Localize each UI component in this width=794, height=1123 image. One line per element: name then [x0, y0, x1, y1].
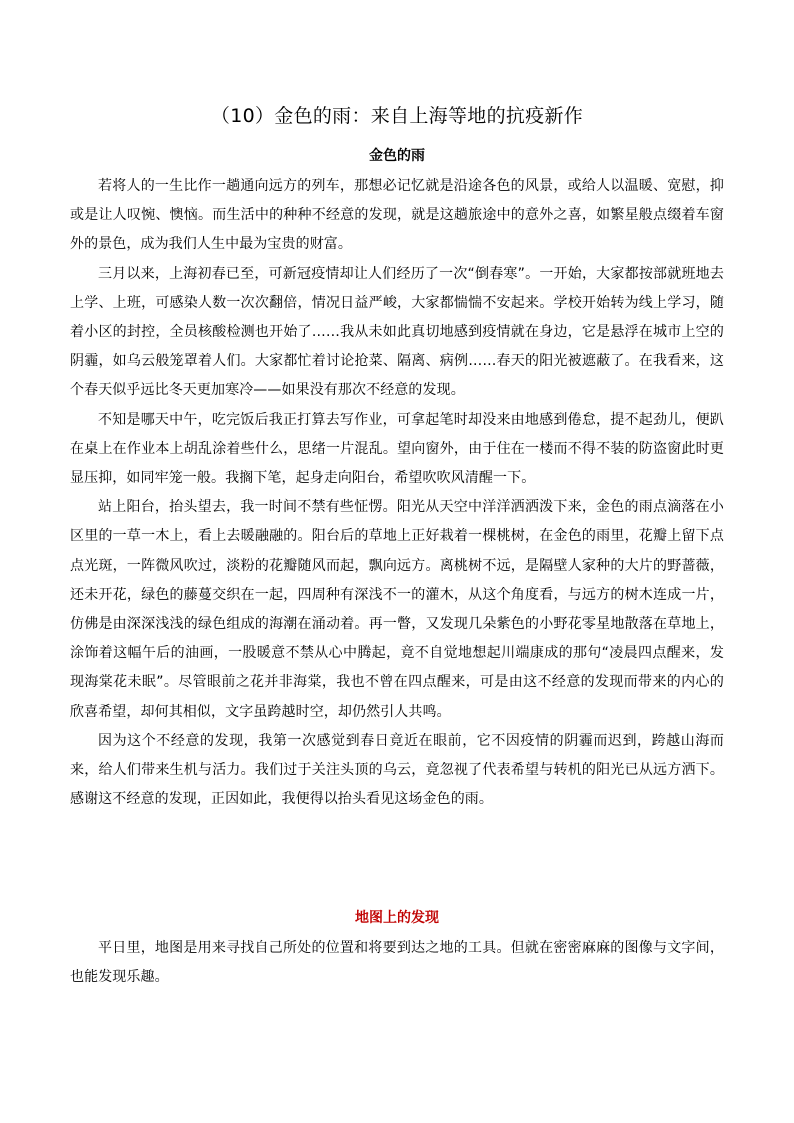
paragraph: 平日里，地图是用来寻找自己所处的位置和将要到达之地的工具。但就在密密麻麻的图像与文字间，也能发现乐趣。 [70, 940, 724, 986]
document-title: （10）金色的雨：来自上海等地的抗疫新作 [210, 105, 584, 127]
paragraph: 站上阳台，抬头望去，我一时间不禁有些怔愣。阳光从天空中洋洋洒洒泼下来，金色的雨点滴落在小区里的一草一木上，看上去暖融融的。阳台后的草地上正好栽着一棵桃树，在金色的雨里，花瓣上留下点点光斑，一阵微风吹过，淡粉的花瓣随风而起，飘向远方。离桃树不远，是隔壁人家种的大片的野蔷薇，还未开花，绿色的藤蔓交织在一起，四周种有深浅不一的灌木，从这个角度看，与远方的树木连成一片，仿佛是由深深浅浅的绿色组成的海潮在涌动着。再一瞥，又发现几朵紫色的小野花零星地散落在草地上，涂饰着这幅午后的油画，一股暖意不禁从心中腾起，竟不自觉地想起川端康成的那句“凌晨四点醒来，发现海棠花未眠”。尽管眼前之花并非海棠，我也不曾在四点醒来，可是由这不经意的发现而带来的内心的欣喜希望，却何其相似，文字虽跨越时空，却仍然引人共鸣。 [70, 499, 724, 720]
paragraph: 三月以来，上海初春已至，可新冠疫情却让人们经历了一次“倒春寒”。一开始，大家都按部就班地去上学、上班，可感染人数一次次翻倍，情况日益严峻，大家都惴惴不安起来。学校开始转为线上学习，随着小区的封控，全员核酸检测也开始了……我从未如此真切地感到疫情就在身边，它是悬浮在城市上空的阴霾，如乌云般笼罩着人们。大家都忙着讨论抢菜、隔离、病例……春天的阳光被遮蔽了。在我看来，这个春天似乎远比冬天更加寒冷——如果没有那次不经意的发现。 [70, 265, 724, 399]
section-body-map-discovery [70, 934, 724, 992]
paragraph: 因为这个不经意的发现，我第一次感觉到春日竟近在眼前，它不因疫情的阴霾而迟到，跨越山海而来，给人们带来生机与活力。我们过于关注头顶的乌云，竟忽视了代表希望与转机的阳光已从远方洒下。感谢这不经意的发现，正因如此，我便得以抬头看见这场金色的雨。 [70, 732, 724, 808]
section-body-golden-rain [70, 172, 724, 814]
paragraph: 不知是哪天中午，吃完饭后我正打算去写作业，可拿起笔时却没来由地感到倦怠，提不起劲儿，便趴在桌上在作业本上胡乱涂着些什么，思绪一片混乱。望向窗外，由于住在一楼而不得不装的防盗窗此时更显压抑，如同牢笼一般。我搁下笔，起身走向阳台，希望吹吹风清醒一下。 [70, 411, 724, 487]
paragraph: 若将人的一生比作一趟通向远方的列车，那想必记忆就是沿途各色的风景，或给人以温暖、宽慰，抑或是让人叹惋、懊恼。而生活中的种种不经意的发现，就是这趟旅途中的意外之喜，如繁星般点缀着车窗外的景色，成为我们人生中最为宝贵的财富。 [70, 178, 724, 253]
section-heading-map-discovery: 地图上的发现 [355, 910, 439, 926]
section-heading-golden-rain: 金色的雨 [369, 148, 425, 164]
